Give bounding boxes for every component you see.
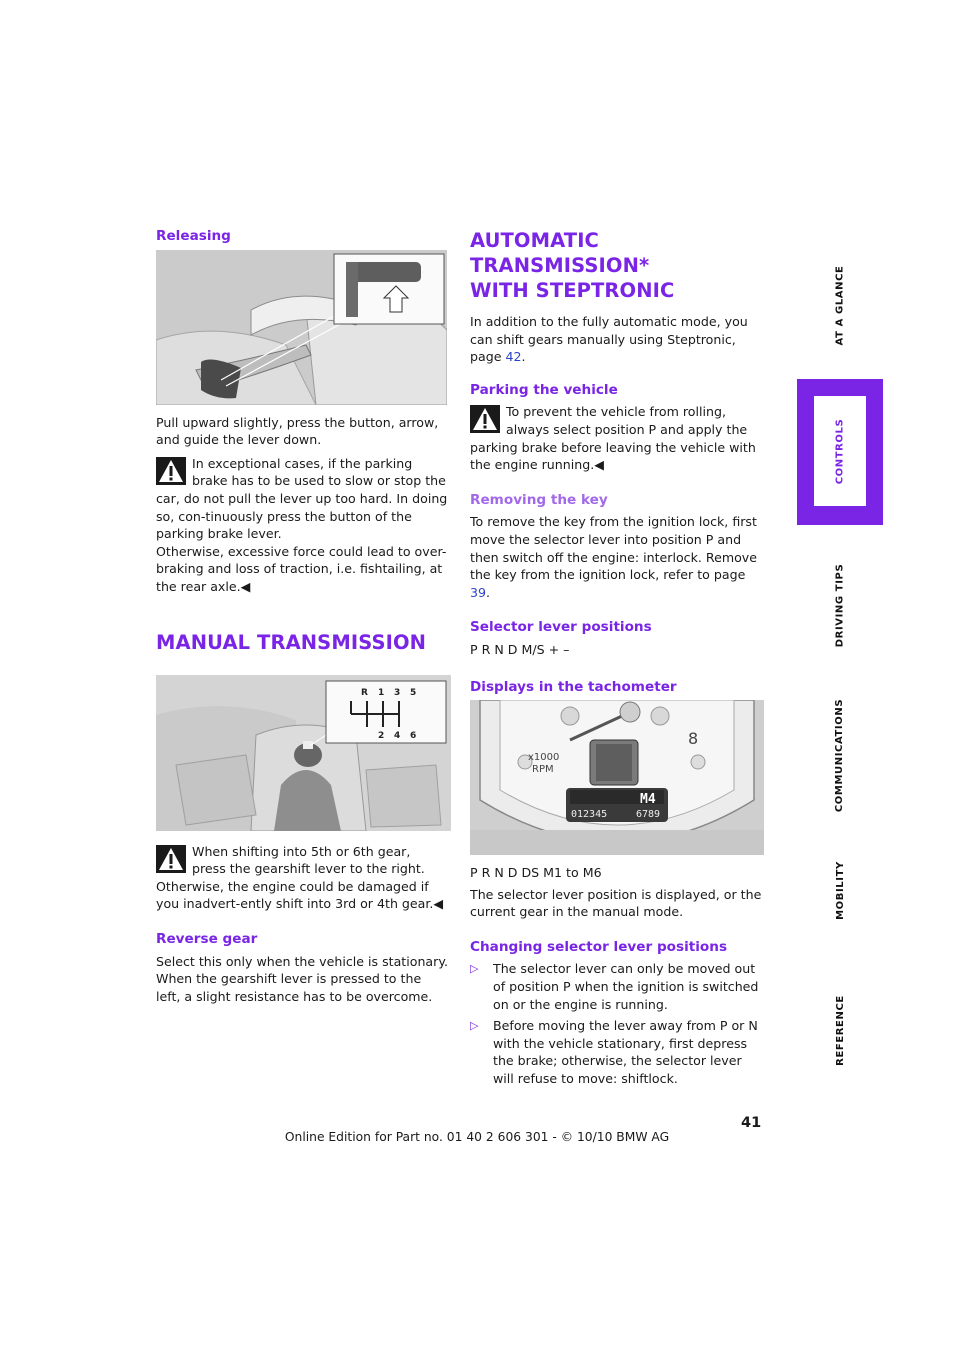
tab-label: MOBILITY [834,860,846,920]
gear-label-2: 2 [378,730,385,741]
tab-at-a-glance[interactable] [797,250,883,360]
right-column [470,228,762,1092]
tacho-odometer: 012345 [571,809,608,821]
list-item-text: The selector lever can only be moved out of position P when the ignition is switched on or the engine is running. [493,961,759,1012]
tacho-scale-eight: 8 [688,729,699,749]
removing-key-text [470,513,762,601]
tab-driving-tips[interactable] [797,550,883,660]
selector-positions-heading: Selector lever positions [470,619,652,636]
gear-label-r: R [361,687,368,698]
releasing-text: Pull upward slightly, press the button, arrow, and guide the lever down. [156,414,439,448]
tab-label: REFERENCE [834,994,846,1066]
page-link-42[interactable]: 42 [505,349,522,365]
manual-warning [156,843,448,913]
tachometer-positions: P R N D DS M1 to M6 [470,865,602,881]
reverse-gear-text: Select this only when the vehicle is stationary. When the gearshift lever is pressed to the left, a slight resistance has to be overcome. [156,953,448,1004]
edition-footer: Online Edition for Part no. 01 40 2 606 301 - © 10/10 BMW AG [284,1130,670,1144]
removing-key-heading: Removing the key [470,491,608,508]
parking-heading: Parking the vehicle [470,381,618,398]
tacho-unit-rpm: RPM [532,764,554,776]
releasing-warning-block [156,455,448,596]
tab-mobility[interactable] [797,835,883,945]
reverse-gear-heading: Reverse gear [156,930,258,947]
changing-positions-list [470,960,762,1087]
manual-warning-block [156,843,448,913]
warning-icon [156,457,186,485]
tab-label: COMMUNICATIONS [834,698,846,812]
parking-brake-illustration [156,250,447,405]
end-mark-icon: ◀ [240,578,251,594]
tab-controls[interactable] [797,379,883,525]
automatic-heading-line2: WITH STEPTRONIC [470,279,675,302]
parking-warning [470,403,762,473]
triangle-bullet-icon: ▷ [470,1019,479,1033]
tachometer-heading: Displays in the tachometer [470,678,677,695]
end-mark-icon: ◀ [433,896,444,912]
gear-label-5: 5 [410,687,417,698]
manual-transmission-heading: MANUAL TRANSMISSION [156,630,427,654]
page-number: 41 [741,1115,762,1131]
tacho-gear-display: M4 [640,792,656,808]
list-item-text: Before moving the lever away from P or N with the vehicle stationary, first depress the brake; otherwise, the selector lever will refuse to move: shiftlock. [493,1018,758,1087]
tachometer-illustration [470,700,764,855]
tab-label: AT A GLANCE [834,265,846,345]
gearshift-illustration [156,675,451,831]
automatic-intro-end: . [521,349,526,365]
parking-warning-block [470,403,762,473]
tachometer-text: The selector lever position is displayed, or the current gear in the manual mode. [470,886,762,920]
warning-icon [156,845,186,873]
chapter-sidebar [797,230,883,1110]
tab-communications[interactable] [797,690,883,820]
parking-brake-figure [156,250,447,405]
removing-key-end: . [486,584,491,600]
automatic-heading-line1: AUTOMATIC TRANSMISSION* [470,229,650,277]
releasing-warning-2-text: Otherwise, excessive force could lead to over-braking and loss of traction, i.e. fishtailing, at the rear axle. [156,543,447,594]
removing-key-body: To remove the key from the ignition lock, first move the selector lever into position P and then switch off the engine: interlock. Remove the key from the ignition lock, refer to page [470,514,757,583]
tab-controls-inner [814,396,866,506]
parking-warning-text: To prevent the vehicle from rolling, always select position P and apply the parking brake before leaving the vehicle with the engine running. [470,404,756,473]
left-column [156,228,448,1005]
automatic-intro [470,313,762,366]
automatic-transmission-heading [470,228,762,303]
releasing-heading: Releasing [156,228,231,244]
tacho-trip: 6789 [636,809,661,821]
tab-reference[interactable] [797,975,883,1085]
tab-label: CONTROLS [834,418,846,484]
gear-label-4: 4 [394,730,401,741]
releasing-warning-2 [156,543,448,596]
warning-icon [470,405,500,433]
gear-label-3: 3 [394,687,401,698]
manual-warning-text: When shifting into 5th or 6th gear, press the gearshift lever to the right. Otherwise, the engine could be damaged if you inadvert-ently shift into 3rd or 4th gear. [156,843,434,912]
gearshift-figure [156,675,451,831]
tacho-unit-x1000: x1000 [528,752,560,764]
releasing-warning: In exceptional cases, if the parking brake has to be used to slow or stop the car, do not pull the lever up too hard. In doing so, con-tinuously press the button of the parking brake lever. [156,455,448,542]
page-link-39[interactable]: 39 [470,584,487,600]
list-item [470,960,762,1013]
gear-label-6: 6 [410,730,417,741]
tab-label: DRIVING TIPS [834,563,846,647]
list-item [470,1017,762,1087]
gear-label-1: 1 [378,687,385,698]
selector-positions-text: P R N D M/S + – [470,641,570,657]
triangle-bullet-icon: ▷ [470,962,479,976]
end-mark-icon: ◀ [594,457,604,473]
changing-positions-heading: Changing selector lever positions [470,938,728,955]
tachometer-figure [470,700,764,855]
automatic-intro-text: In addition to the fully automatic mode, you can shift gears manually using Steptronic, page [470,314,748,365]
